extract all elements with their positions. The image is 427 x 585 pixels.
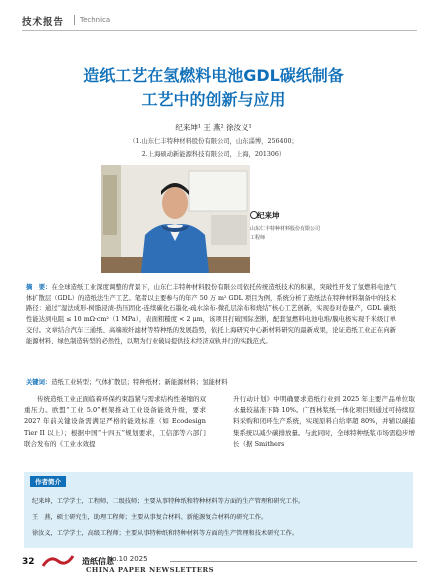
- keywords: [26, 377, 406, 386]
- body-column-right: 升行动计划》中明确要求造纸行业到 2025 年主要产品单位取水量较基准下降 10%。广西林浆纸一体化项目则通过可持续原料采购和闭环生产系统，实现原料自给率超 80%，并辅以碳捕集系统以减少碳排放量。与此同时，全球特种纸浆市场需稳步增长（据 Smithers: [233, 395, 415, 448]
- caption-organization: 山东仁丰特种材料股份有限公司: [250, 226, 321, 232]
- body-column-left: 传统造纸工业正面临着环保约束趋紧与需求结构性萎缩的双重压力。欧盟“工业 5.0”框架推动工业设备能效升级，要求 2027 年前关键设备需满足严格的能效标准（如 Ecodesign Tier II 以上）；根据中国“十四五”规划要求，工信部等六部门联合发布的《工业水效提: [24, 395, 206, 448]
- section-label: 技术报告: [22, 17, 65, 28]
- header-rule: [22, 30, 417, 31]
- issue-number: No.10 2025: [107, 555, 148, 563]
- caption-role: 工程师: [250, 235, 266, 241]
- magazine-name-en: CHINA PAPER NEWSLETTERS: [86, 566, 215, 574]
- footer-rule: [170, 561, 417, 562]
- page-footer: [0, 548, 427, 585]
- author-bio-row: 王 燕，硕士研究生，助理工程师；主要从事复合材料、新能源复合材料的研究工作。: [32, 514, 268, 521]
- page-number: 32: [22, 557, 35, 567]
- article-title-line-2: 工艺中的创新与应用: [141, 90, 286, 109]
- author-bio-box: [24, 472, 413, 548]
- affiliation-2: 2.上海硕动新能源科技有限公司，上海，201306）: [141, 151, 286, 158]
- keywords-label: 关键词：: [26, 379, 52, 386]
- article-title-line-1: 造纸工艺在氢燃料电池GDL碳纸制备: [83, 66, 344, 85]
- caption-name: 纪来坤: [257, 211, 280, 220]
- page-header: [0, 0, 427, 32]
- affiliation-1: （1.山东仁丰特种材料股份有限公司，山东淄博，256400；: [129, 138, 298, 145]
- author-bio-title: 作者简介: [30, 476, 66, 487]
- photo-caption: [250, 210, 332, 241]
- author-list: 纪来坤¹ 王 燕² 徐汝义¹: [175, 123, 252, 132]
- abstract-text: 在全球造纸工业深度调整的背景下，山东仁丰特种材料股份有限公司依托传统造纸技术的积累，突破性开发了氢燃料电池气体扩散层（GDL）的造纸法生产工艺。笔者以主要参与的年产 50 万 m² GDL 项目为例，系统分析了造纸法在特种材料制备中的技术路径：通过“湿法成形-树脂浸渍-热压固化-连续碳化石墨化-疏水涂布-微孔层涂布和烧结”核心工艺创新，实现卷对卷量产，GDL 碳纸性能达到电阻 ≤ 10 mΩ·cm²（1 MPa），表面粗糙度 < 2 μm，该项目打破国际垄断，配套氢燃料电池电堆/膜电极实现千米级订单交付。文章结合汽车三通纸、高端玻纤滤材等特种纸的发展趋势，依托上海研究中心新材料研究的最新成果，论证造纸工业正在向新能源材料、绿色制造转型的必然性，以期为行业破局提供技术经济双轨并行的实践范式。: [26, 284, 397, 345]
- caption-bullet-icon: [250, 211, 258, 219]
- magazine-name-zh: 造纸信息: [82, 557, 114, 566]
- author-bio-row: 徐汝义，工学学士，高级工程师；主要从事特种纸和特种材料等方面的生产管理和技术研究工作。: [32, 530, 299, 537]
- author-photo: [101, 165, 250, 273]
- abstract: [26, 283, 396, 347]
- author-bio-row: 纪来坤，工学学士，工程师，二级技师；主要从事特种纸和特种材料等方面的生产管理和研究工作。: [32, 498, 305, 505]
- magazine-logo-icon: [40, 553, 76, 569]
- header-divider: [74, 15, 75, 25]
- abstract-label: 摘 要：: [26, 284, 52, 291]
- keywords-text: 造纸工业转型；气体扩散层；特种纸材；新能源材料；氢能材料: [51, 379, 228, 386]
- section-sub-label: Technica: [80, 15, 111, 24]
